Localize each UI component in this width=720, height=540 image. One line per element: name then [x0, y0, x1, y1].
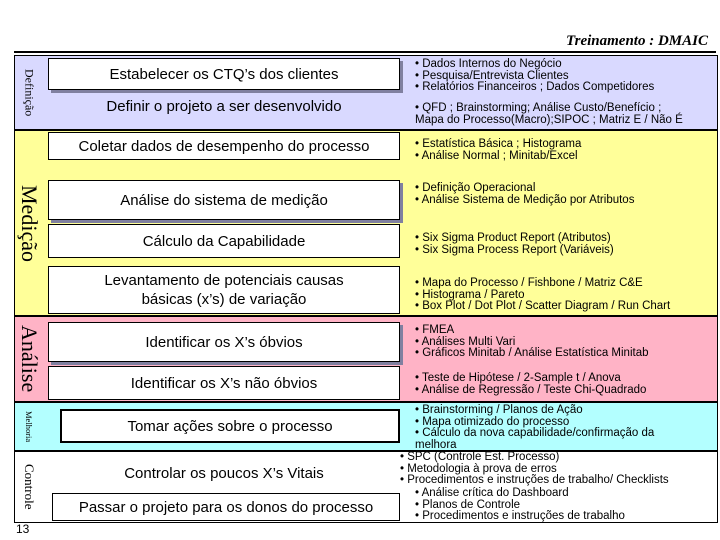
step-box-definir-projeto: Definir o projeto a ser desenvolvido: [106, 97, 342, 115]
tools-sistema-medicao: • Definição Operacional • Análise Sistema de Medição por Atributos: [415, 182, 635, 206]
step-box-xs-obvios: Identificar os X’s óbvios: [48, 322, 400, 362]
step-box-ctq: Estabelecer os CTQ’s dos clientes: [48, 58, 400, 90]
phase-label-controle: Controle: [22, 464, 37, 510]
step-box-sistema-medicao: Análise do sistema de medição: [48, 180, 400, 220]
step-box-capabilidade: Cálculo da Capabilidade: [48, 224, 400, 258]
tools-causas: • Mapa do Processo / Fishbone / Matriz C&E • Histograma / Pareto • Box Plot / Dot Plot / Scatter Diagram / Run Chart: [415, 277, 671, 312]
tools-xs-obvios: • FMEA • Análises Multi Vari • Gráficos Minitab / Análise Estatística Minitab: [415, 324, 649, 359]
header-divider: [14, 51, 716, 53]
phase-label-definicao: Definição: [22, 69, 37, 117]
step-box-passar-projeto: Passar o projeto para os donos do processo: [52, 493, 400, 521]
tools-definir-projeto: • QFD ; Brainstorming; Análise Custo/Benefício ; Mapa do Processo(Macro);SIPOC ; Matriz E / Não É: [415, 102, 683, 126]
tools-passar-projeto: • Análise crítica do Dashboard • Planos de Controle • Procedimentos e instruções de trabalho: [415, 487, 625, 522]
tools-ctq: • Dados Internos do Negócio • Pesquisa/Entrevista Clientes • Relatórios Financeiros ; Dados Competidores: [415, 58, 655, 93]
tools-xs-nao-obvios: • Teste de Hipótese / 2-Sample t / Anova • Análise de Regressão / Teste Chi-Quadrado: [415, 372, 647, 396]
tools-controlar-xs: • SPC (Controle Est. Processo) • Metodologia à prova de erros • Procedimentos e instruções de trabalho/ Checklists: [400, 451, 669, 486]
tools-tomar-acoes: • Brainstorming / Planos de Ação • Mapa otimizado do processo • Cálculo da nova capabilidade/confirmação da melhora: [415, 404, 655, 451]
step-box-tomar-acoes: Tomar ações sobre o processo: [60, 409, 400, 443]
tools-capabilidade: • Six Sigma Product Report (Atributos) • Six Sigma Process Report (Variáveis): [415, 232, 614, 256]
step-box-controlar-xs: Controlar os poucos X’s Vitais: [124, 464, 324, 482]
tools-coletar-dados: • Estatística Básica ; Histograma • Análise Normal ; Minitab/Excel: [415, 138, 582, 162]
phase-label-melhoria: Melhoria: [24, 410, 34, 443]
step-box-coletar-dados: Coletar dados de desempenho do processo: [48, 132, 400, 160]
step-box-causas: Levantamento de potenciais causas básicas (x’s) de variação: [48, 266, 400, 314]
page-header-title: Treinamento : DMAIC: [566, 33, 708, 49]
phase-label-medicao: Medição: [17, 184, 42, 262]
step-box-xs-nao-obvios: Identificar os X’s não óbvios: [48, 366, 400, 400]
page-number: 13: [16, 522, 30, 536]
phase-label-analise: Análise: [17, 325, 42, 393]
